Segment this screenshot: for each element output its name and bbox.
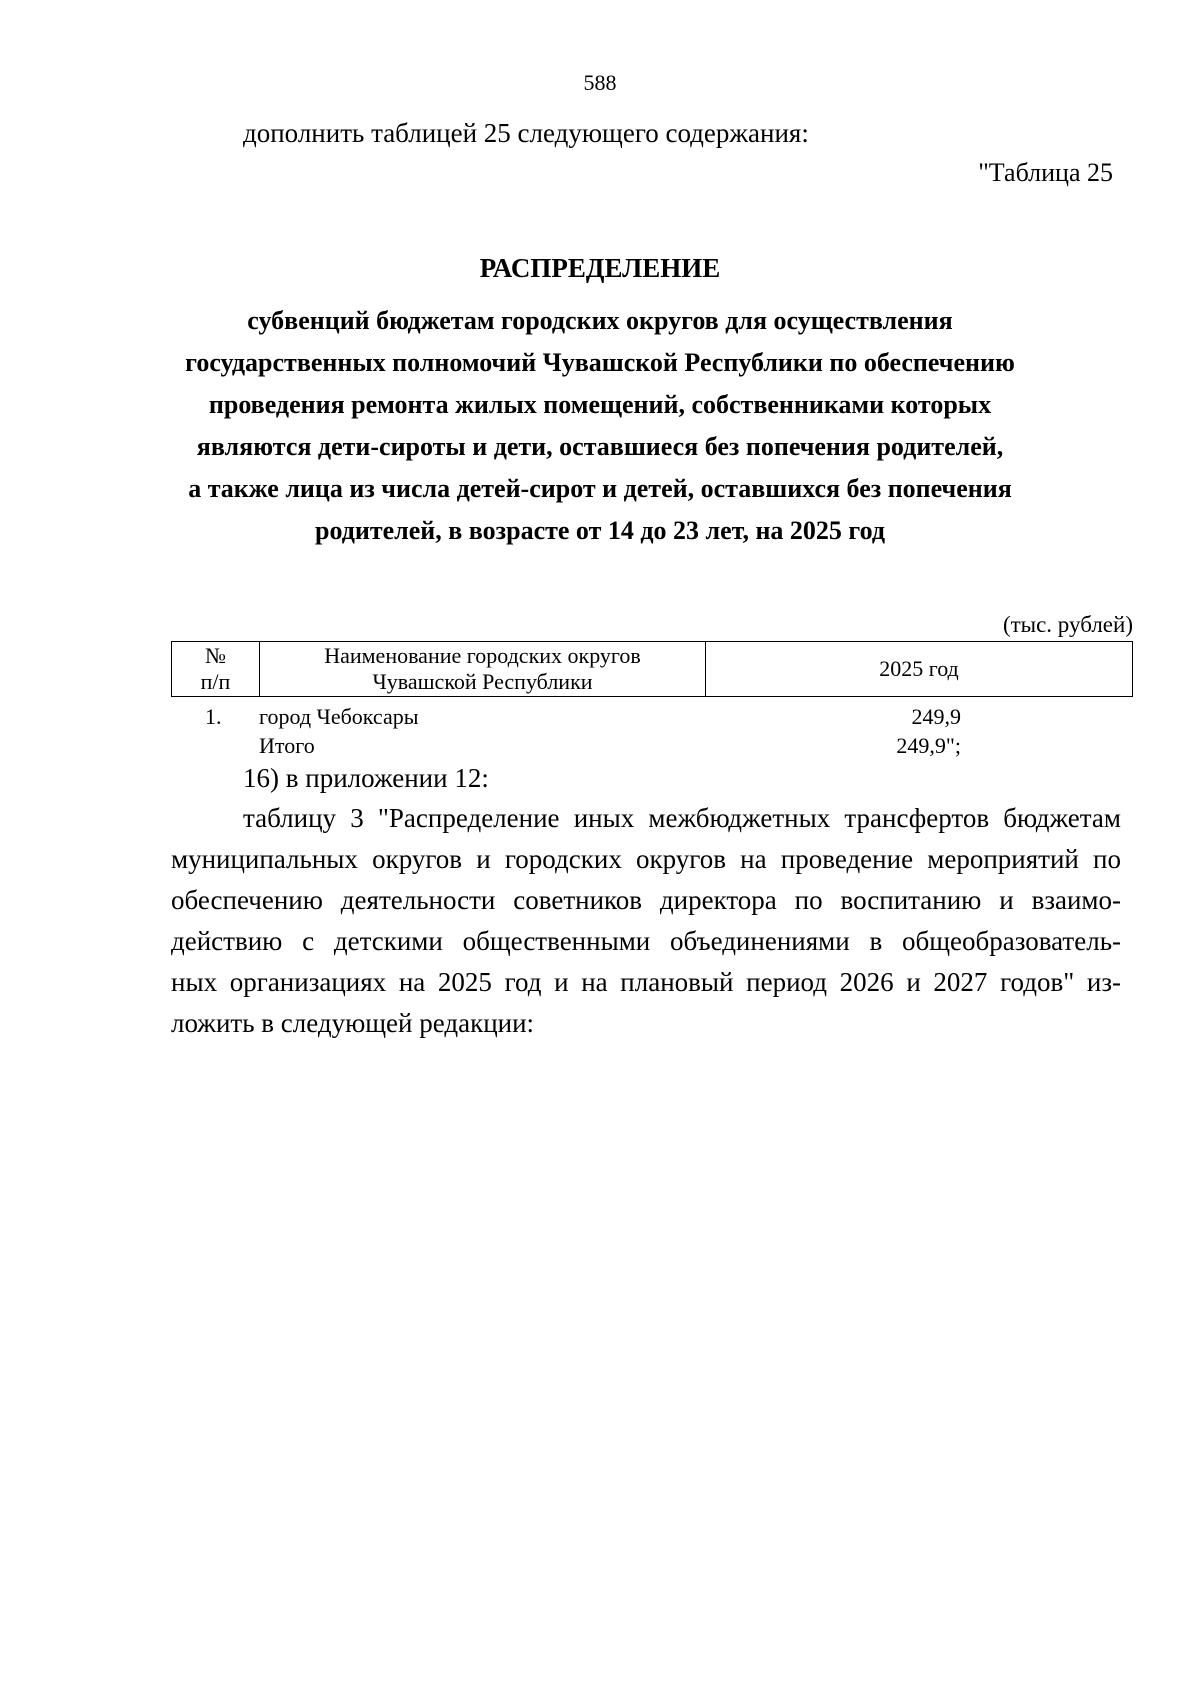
paragraph-line: действию с детскими общественными объединениями в общеобразователь- (171, 926, 1121, 956)
row-name: город Чебоксары (259, 704, 419, 729)
document-subtitle (150, 300, 1050, 552)
table-reference: "Таблица 25 (978, 158, 1113, 187)
subtitle-line: субвенций бюджетам городских округов для осуществления (247, 306, 953, 335)
header-number-line1: № (205, 643, 226, 668)
intro-text: дополнить таблицей 25 следующего содержания: (243, 118, 809, 148)
paragraph-line: обеспечению деятельности советников директора по воспитанию и взаимо- (171, 885, 1121, 915)
table-row (171, 702, 1133, 731)
header-number-cell (172, 642, 260, 697)
subtitle-line: государственных полномочий Чувашской Республики по обеспечению (185, 348, 1015, 377)
subtitle-line: а также лица из числа детей-сирот и детей, оставшихся без попечения (188, 474, 1012, 503)
paragraph-line: ложить в следующей редакции: (171, 1008, 535, 1038)
header-number-line2: п/п (200, 669, 231, 694)
units-label: (тыс. рублей) (1002, 612, 1133, 637)
header-name-cell (260, 642, 706, 697)
item-16-text (171, 758, 1121, 799)
subtitle-line: являются дети-сироты и дети, оставшиеся без попечения родителей, (196, 432, 1004, 461)
paragraph-line: муниципальных округов и городских округов на проведение мероприятий по (171, 844, 1121, 874)
row-name: Итого (259, 733, 315, 758)
row-number: 1. (205, 704, 222, 729)
row-value: 249,9"; (896, 733, 961, 758)
item-16-line: 16) в приложении 12: (243, 763, 489, 793)
paragraph-line: таблицу 3 "Распределение иных межбюджетных трансфертов бюджетам (243, 803, 1121, 833)
subtitle-line: проведения ремонта жилых помещений, собственниками которых (208, 390, 992, 419)
subtitle-line: родителей, в возрасте от 14 до 23 лет, на 2025 год (315, 516, 885, 545)
table-header-row (172, 642, 1133, 697)
header-year-cell: 2025 год (706, 642, 1133, 697)
header-name-line1: Наименование городских округов (324, 643, 641, 668)
row-value: 249,9 (911, 704, 961, 729)
header-name-line2: Чувашской Республики (372, 669, 593, 694)
distribution-table-body (171, 702, 1133, 760)
distribution-table-header (171, 641, 1133, 697)
document-title: РАСПРЕДЕЛЕНИЕ (479, 253, 721, 283)
paragraph-line: ных организациях на 2025 год и на плановый период 2026 и 2027 годов" из- (171, 967, 1121, 997)
body-paragraph (171, 798, 1121, 1044)
page-number: 588 (583, 70, 617, 95)
table-row-total (171, 731, 1133, 760)
